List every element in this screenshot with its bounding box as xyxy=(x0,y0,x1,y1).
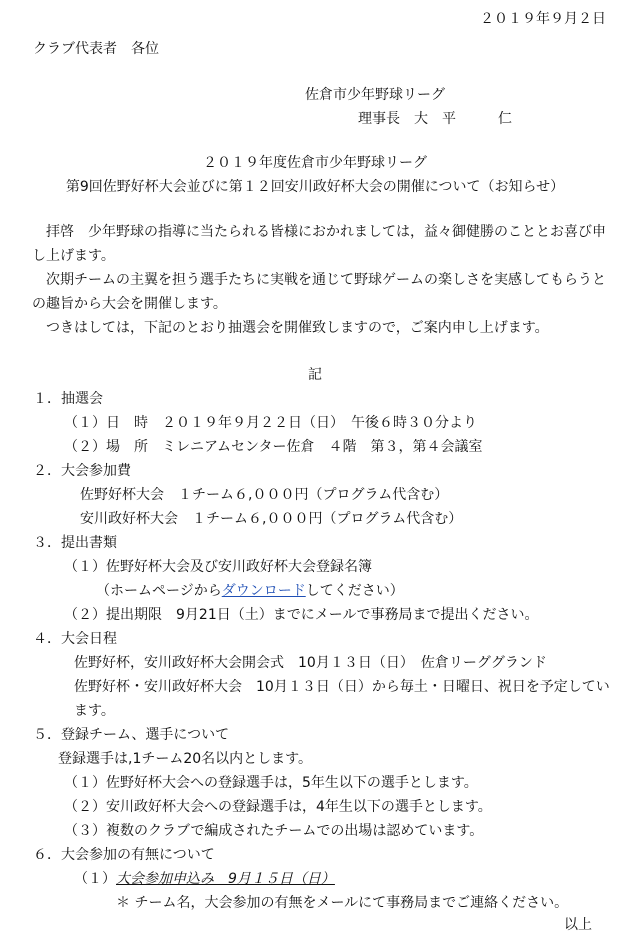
section-5-item-1: （１）佐野好杯大会への登録選手は，5年生以下の選手とします。 xyxy=(64,775,478,791)
section-3-item-1: （１）佐野好杯大会及び安川政好杯大会登録名簿 xyxy=(64,559,372,575)
section-1-item-2: （２）場 所 ミレニアムセンター佐倉 ４階 第３，第４会議室 xyxy=(64,439,483,455)
ki-marker: 記 xyxy=(308,367,322,383)
download-note-suffix: してください） xyxy=(305,583,404,599)
section-6-item-1 xyxy=(74,868,335,890)
section-2-heading: ２．大会参加費 xyxy=(33,463,131,479)
greeting-paragraph: 拝啓 少年野球の指導に当たられる皆様におかれましては，益々御健勝のこととお喜び申し上げます。 xyxy=(32,224,606,264)
section-3-item-2: （２）提出期限 9月21日（土）までにメールで事務局まで提出ください。 xyxy=(64,607,539,623)
schedule-line-2: 佐野好杯・安川政好杯大会 10月１３日（日）から毎土・日曜日、祝日を予定してい xyxy=(74,679,610,695)
section-1-heading: １．抽選会 xyxy=(33,391,103,407)
section-6-heading: ６．大会参加の有無について xyxy=(33,847,215,863)
document-date: ２０１９年９月２日 xyxy=(480,11,606,27)
section-6-item-1-number: （１） xyxy=(74,871,116,887)
entry-deadline: 大会参加申込み 9月１５日（日） xyxy=(116,871,335,887)
purpose-paragraph: 次期チームの主翼を担う選手たちに実戦を通じて野球ゲームの楽しさを実感してもらうとの趣旨から大会を開催します。 xyxy=(32,272,606,312)
section-5-heading: ５．登録チーム、選手について xyxy=(33,727,230,743)
title-line-2: 第9回佐野好杯大会並びに第１２回安川政好杯大会の開催について（お知らせ） xyxy=(65,179,565,195)
sender-signatory: 理事長 大 平 仁 xyxy=(358,111,512,127)
fee-line-2: 安川政好杯大会 １チーム６,０００円（プログラム代含む） xyxy=(80,511,463,527)
schedule-line-2-continued: ます。 xyxy=(74,703,115,719)
contact-note: ＊ チーム名，大会参加の有無をメールにて事務局までご連絡ください。 xyxy=(116,895,569,911)
section-5-item-2: （２）安川政好杯大会への登録選手は，4年生以下の選手とします。 xyxy=(64,799,492,815)
download-note xyxy=(96,580,404,602)
sender-organization: 佐倉市少年野球リーグ xyxy=(305,87,445,103)
closing-mark: 以上 xyxy=(564,917,592,933)
section-1-item-1: （１）日 時 ２０１９年９月２２日（日） 午後６時３０分より xyxy=(64,415,477,431)
recipient: クラブ代表者 各位 xyxy=(33,41,159,57)
title-line-1: ２０１９年度佐倉市少年野球リーグ xyxy=(203,155,427,171)
download-link[interactable]: ダウンロード xyxy=(221,583,306,599)
section-5-item-3: （３）複数のクラブで編成されたチームでの出場は認めています。 xyxy=(64,823,484,839)
section-5-intro: 登録選手は,1チーム20名以内とします。 xyxy=(58,751,313,767)
invitation-paragraph: つきはしては，下記のとおり抽選会を開催致しますので，ご案内申し上げます。 xyxy=(46,320,549,336)
section-4-heading: ４．大会日程 xyxy=(33,631,117,647)
download-note-prefix: （ホームページから xyxy=(96,583,222,599)
schedule-line-1: 佐野好杯，安川政好杯大会開会式 10月１３日（日） 佐倉リーググランド xyxy=(74,655,547,671)
section-3-heading: ３．提出書類 xyxy=(33,535,117,551)
fee-line-1: 佐野好杯大会 １チーム６,０００円（プログラム代含む） xyxy=(80,487,449,503)
